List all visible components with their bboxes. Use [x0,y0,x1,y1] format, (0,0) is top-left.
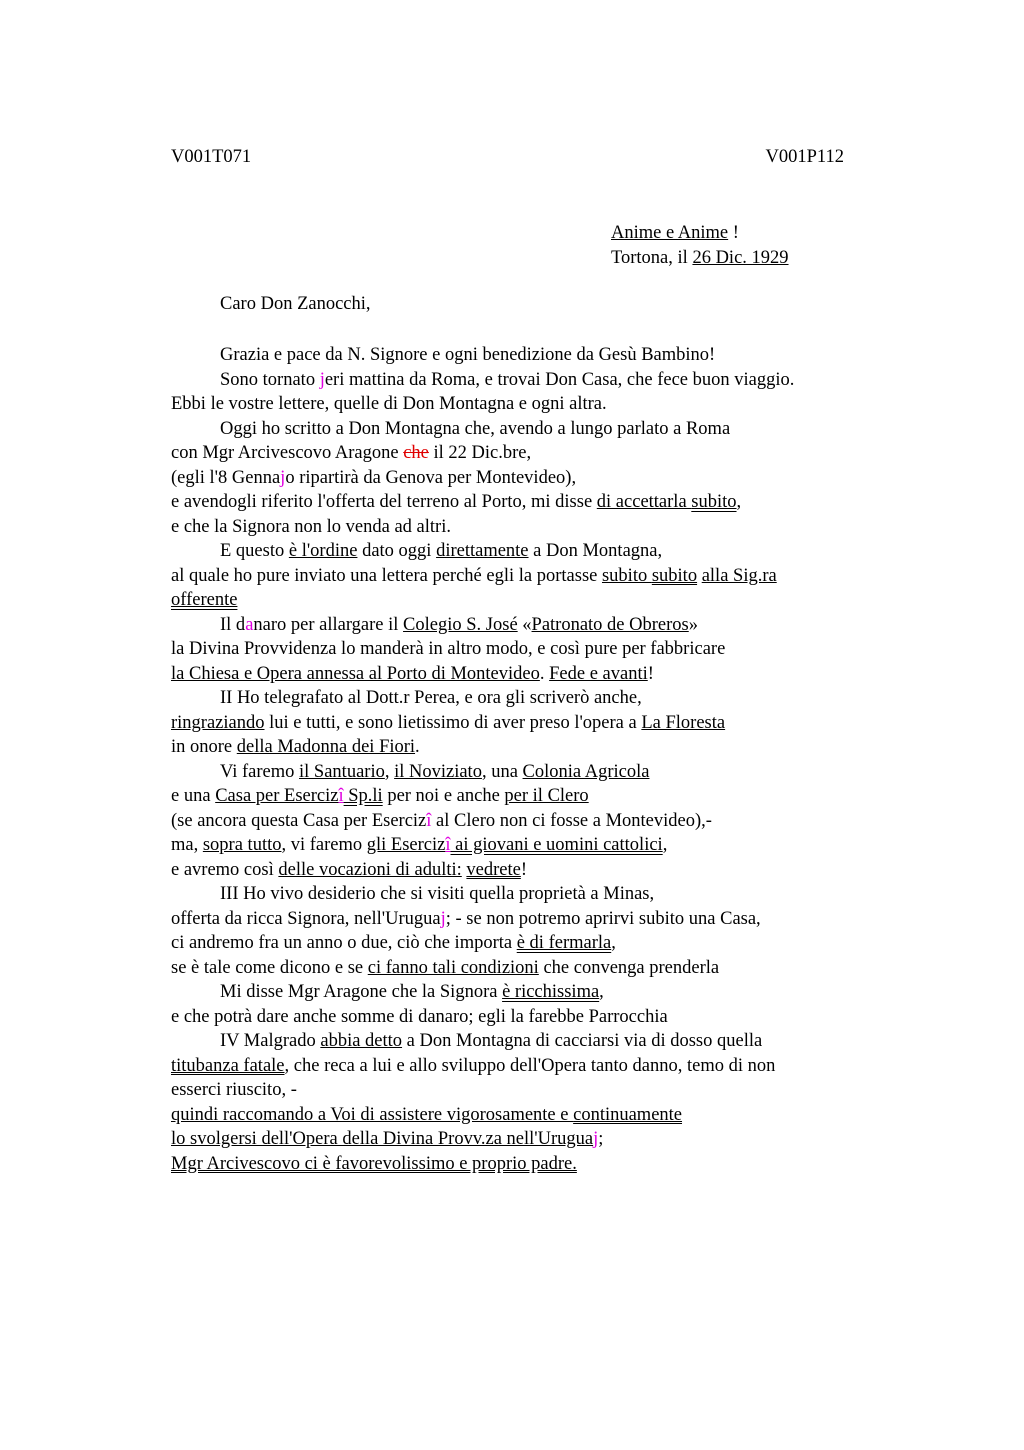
body-line: e che la Signora non lo venda ad altri. [171,516,451,537]
motto: Anime e Anime [611,223,729,243]
letter-body [171,343,871,1176]
body-line: la Chiesa e Opera annessa al Porto di Montevideo. Fede e avanti! [171,663,654,684]
body-line: E questo è l'ordine dato oggi direttamente a Don Montagna, [220,541,663,561]
body-line: e che potrà dare anche somme di danaro; egli la farebbe Parrocchia [171,1006,668,1027]
body-line: (egli l'8 Gennajo ripartirà da Genova per Montevideo), [171,467,577,488]
body-line: ci andremo fra un anno o due, ciò che importa è di fermarla, [171,933,616,953]
body-line: IV Malgrado abbia detto a Don Montagna di cacciarsi via di dosso quella [220,1031,763,1051]
letter-heading [611,221,789,270]
document-code-right: V001P112 [765,147,844,167]
body-line: titubanza fatale, che reca a lui e allo sviluppo dell'Opera tanto danno, temo di non [171,1055,776,1076]
document-code-left: V001T071 [171,147,252,167]
letter-date: 26 Dic. 1929 [692,247,789,268]
body-line: offerente [171,590,238,610]
body-line: esserci riuscito, - [171,1080,297,1100]
body-line: ringraziando lui e tutti, e sono lietissimo di aver preso l'opera a La Floresta [171,712,726,733]
body-line: lo svolgersi dell'Opera della Divina Provv.za nell'Uruguaj; [171,1129,604,1149]
body-line: Ebbi le vostre lettere, quelle di Don Montagna e ogni altra. [171,394,607,414]
body-line: Mi disse Mgr Aragone che la Signora è ricchissima, [220,982,604,1002]
body-line: e avendogli riferito l'offerta del terreno al Porto, mi disse di accettarla subito, [171,492,742,512]
place: Tortona, il [611,247,693,268]
body-line: Vi faremo il Santuario, il Noviziato, una Colonia Agricola [220,761,650,782]
body-line: e una Casa per Esercizî Sp.li per noi e anche per il Clero [171,786,589,806]
body-line: ma, sopra tutto, vi faremo gli Esercizî ai giovani e uomini cattolici, [171,835,668,855]
deleted-word: che [403,443,429,463]
body-line: Oggi ho scritto a Don Montagna che, avendo a lungo parlato a Roma [220,418,731,439]
body-line: e avremo così delle vocazioni di adulti: vedrete! [171,859,528,880]
body-line: Grazia e pace da N. Signore e ogni benedizione da Gesù Bambino! [220,345,716,365]
body-line: in onore della Madonna dei Fiori. [171,737,420,757]
salutation: Caro Don Zanocchi, [220,294,371,314]
body-line: Il danaro per allargare il Colegio S. José «Patronato de Obreros» [220,614,698,635]
body-line: la Divina Provvidenza lo manderà in altro modo, e così pure per fabbricare [171,639,726,659]
body-line: Mgr Arcivescovo ci è favorevolissimo e proprio padre. [171,1153,577,1174]
body-line: (se ancora questa Casa per Esercizî al Clero non ci fosse a Montevideo),- [171,810,712,831]
motto-suffix: ! [728,223,739,243]
body-line: III Ho vivo desiderio che si visiti quella proprietà a Minas, [220,884,655,904]
body-line: al quale ho pure inviato una lettera perché egli la portasse subito subito alla Sig.ra [171,565,777,586]
body-line: II Ho telegrafato al Dott.r Perea, e ora gli scriverò anche, [220,688,642,708]
body-line: con Mgr Arcivescovo Aragone che il 22 Dic.bre, [171,443,532,463]
body-line: Sono tornato jeri mattina da Roma, e trovai Don Casa, che fece buon viaggio. [220,369,795,390]
body-line: se è tale come dicono e se ci fanno tali condizioni che convenga prenderla [171,957,720,978]
body-line: offerta da ricca Signora, nell'Uruguaj; - se non potremo aprirvi subito una Casa, [171,908,761,929]
body-line: quindi raccomando a Voi di assistere vigorosamente e continuamente [171,1104,683,1125]
